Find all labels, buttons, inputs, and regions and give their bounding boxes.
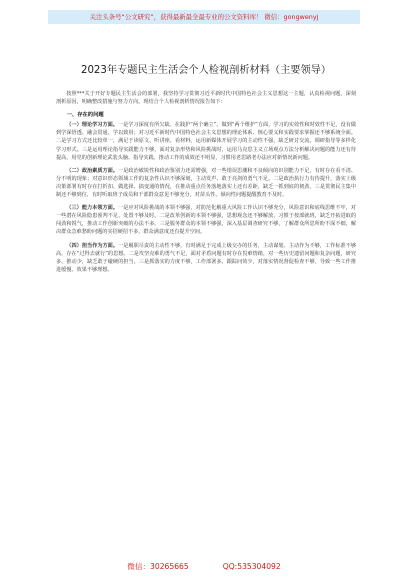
paragraph-heading: （四）担当作为方面。 [66,242,119,249]
document-title: 2023年专题民主生活会个人检视剖析材料（主要领导） [80,65,332,76]
paragraph-heading: （二）政治素质方面。 [66,167,119,174]
paragraph-text: 一是政治敏锐性和政治鉴别力还需增强，对一些错误思潮和不良倾向的识别能力不足，有时存在看不清、分不明的现象；对意识形态领域工作的复杂性认识不够深刻，主动发声、敢于亮剑的勇气不足。二是政治执行力有待提升，落实上级决策部署有时存在打折扣、做选择、搞变通的情况，在推动重点任务落地落实上还有差距，缺乏一抓到底的韧劲。三是贯彻民主集中制还不够到位，有时听取班子成员和干部群众意见不够充分，对苗头性、倾向性问题提醒教育不及时。 [56,167,357,199]
paragraph-text: 一是履职尽责的主动性不够，有时满足于完成上级交办的任务，主动谋划、主动作为不够，工作标准不够高，存在“过得去就行”的思想。二是攻坚克难的勇气不足，面对矛盾问题有时存在畏难情绪，对一些历史遗留问题和复杂问题，研究多、推动少，缺乏敢于碰硬的担当。三是抓落实的力度不够，工作部署多、跟踪问效少，对落实情况督促检查不够，导致一些工作推进缓慢、效果不够理想。 [56,242,357,273]
contact-footer [0,560,408,574]
wechat-contact: 微信：30265665 [127,562,189,571]
promo-banner: 关注头条号“公文研究”，获得最新最全最专业的公文资料库！ 微信：gongwenyj [48,10,360,24]
intro-paragraph: 按照***关于开好专题民主生活会的部署，我坚持学习贯彻习近平新时代中国特色社会主义思想这一主题，认真检视问题，深刻剖析原因，明确整改措施与努力方向。现结合个人检视剖析情况报告如下： [56,91,356,106]
paragraph-text: 一是学习深度有所欠缺。在践护“两个确立”、做到“两个维护”方面，学习的实效性和时效性不足，没有做到学深悟透、融会贯通、学以致用；对习近平新时代中国特色社会主义思想的理论体系、核心要义和实践要求掌握还不够系统全面。二是学习方式还比较单一，满足于读原文、听讲座、看材料，运用新媒体开展学习的主动性不强，缺乏研讨交流、调研指导等多样化学习形式。三是运用理论指导实践能力不够，面对复杂形势和风险挑战时，运用马克思主义立场观点方法分析解决问题的能力还有待提高，用党的创新理论武装头脑、指导实践、推动工作的成效还不明显，习惯用老思路老办法应对新情况新问题。 [56,122,357,161]
paragraph-responsibility [56,242,356,274]
paragraph-theory [56,121,356,161]
paragraph-politics [56,167,356,199]
paragraph-heading: （三）能力本领方面。 [66,205,119,212]
section-heading: 一、存在的问题 [66,112,104,119]
document-body [56,36,356,274]
qq-contact: QQ:535304092 [222,562,281,571]
paragraph-ability [56,204,356,236]
paragraph-text: 一是应对风险挑战的本领不够强，对防范化解重大风险工作认识不够充分，风险意识和底线思维不牢，对一些潜在风险隐患预判不足、处置不够及时。二是改革创新的本领不够强，思想观念还不够解放，习惯于按部就班，缺乏开拓进取的闯劲和锐气，推动工作创新突破的办法不多。三是服务群众的本领不够强，深入基层调查研究不够，了解群众所思所盼不深不细，解决群众急难愁盼问题的实招硬招不多，群众满意度还有提升空间。 [56,205,357,236]
paragraph-heading: （一）理论学习方面。 [66,122,118,129]
